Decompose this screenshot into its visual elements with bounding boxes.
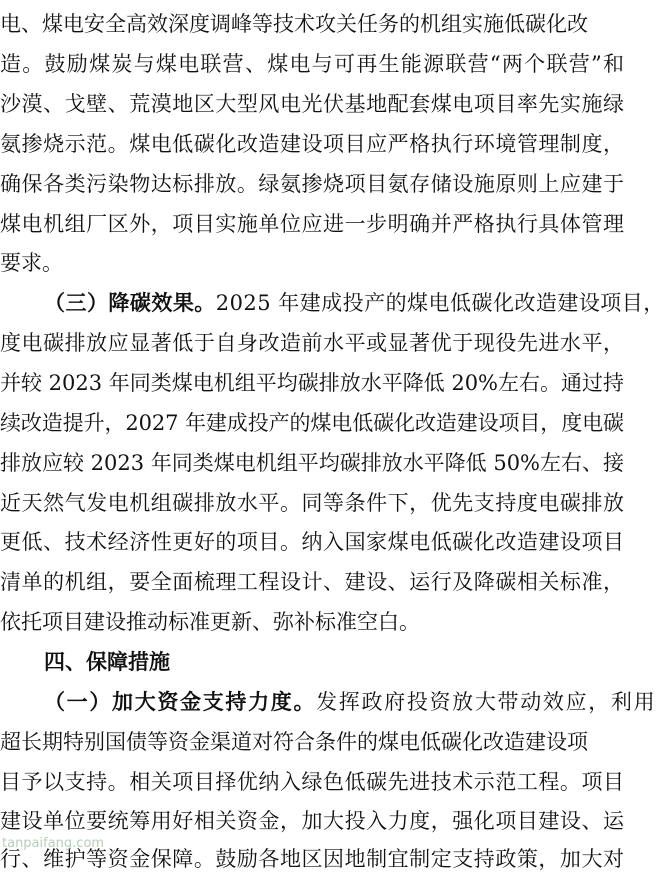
text-span: 发挥政府投资放大带动效应，利用 — [316, 690, 657, 714]
text-line: 并较 2023 年同类煤电机组平均碳排放水平降低 20%左右。通过持 — [0, 371, 624, 395]
text-line: 度电碳排放应显著低于自身改造前水平或显著优于现役先进水平， — [0, 331, 625, 355]
text-line: 排放应较 2023 年同类煤电机组平均碳排放水平降低 50%左右、接 — [0, 451, 624, 475]
text-line: 沙漠、戈壁、荒漠地区大型风电光伏基地配套煤电项目率先实施绿 — [0, 92, 625, 116]
text-line: 氨掺烧示范。煤电低碳化改造建设项目应严格执行环境管理制度， — [0, 132, 625, 156]
text-line: 续改造提升，2027 年建成投产的煤电低碳化改造建设项目，度电碳 — [0, 411, 624, 435]
text-line: 更低、技术经济性更好的项目。纳入国家煤电低碳化改造建设项目 — [0, 530, 625, 554]
text-line: 超长期特别国债等资金渠道对符合条件的煤电低碳化改造建设项 — [0, 730, 588, 754]
text-line: 目予以支持。相关项目择优纳入绿色低碳先进技术示范工程。项目 — [0, 770, 625, 794]
section-heading: 四、保障措施 — [44, 650, 170, 674]
section-title: （三）降碳效果。 — [44, 290, 216, 315]
text-line: 建设单位要统筹用好相关资金，加大投入力度，强化项目建设、运 — [0, 809, 625, 833]
text-line: 清单的机组，要全面梳理工程设计、建设、运行及降碳相关标准， — [0, 570, 625, 594]
section-title: （一）加大资金支持力度。 — [44, 689, 317, 714]
watermark: tanpaifang.com — [2, 836, 105, 851]
text-line: 造。鼓励煤炭与煤电联营、煤电与可再生能源联营“两个联营”和 — [0, 52, 626, 76]
text-line: 依托项目建设推动标准更新、弥补标准空白。 — [0, 610, 420, 634]
text-line: 煤电机组厂区外，项目实施单位应进一步明确并严格执行具体管理 — [0, 212, 625, 236]
text-line: 确保各类污染物达标排放。绿氨掺烧项目氨存储设施原则上应建于 — [0, 172, 625, 196]
text-line: 近天然气发电机组碳排放水平。同等条件下，优先支持度电碳排放 — [0, 491, 625, 515]
paragraph-first-line — [0, 682, 668, 722]
text-span: 2025 年建成投产的煤电低碳化改造建设项目， — [215, 291, 665, 315]
text-line: 电、煤电安全高效深度调峰等技术攻关任务的机组实施低碳化改 — [0, 12, 588, 36]
paragraph-first-line — [0, 283, 668, 323]
text-line: 要求。 — [0, 251, 63, 275]
text-line: 行、维护等资金保障。鼓励各地区因地制宜制定支持政策，加大对 — [0, 847, 625, 871]
